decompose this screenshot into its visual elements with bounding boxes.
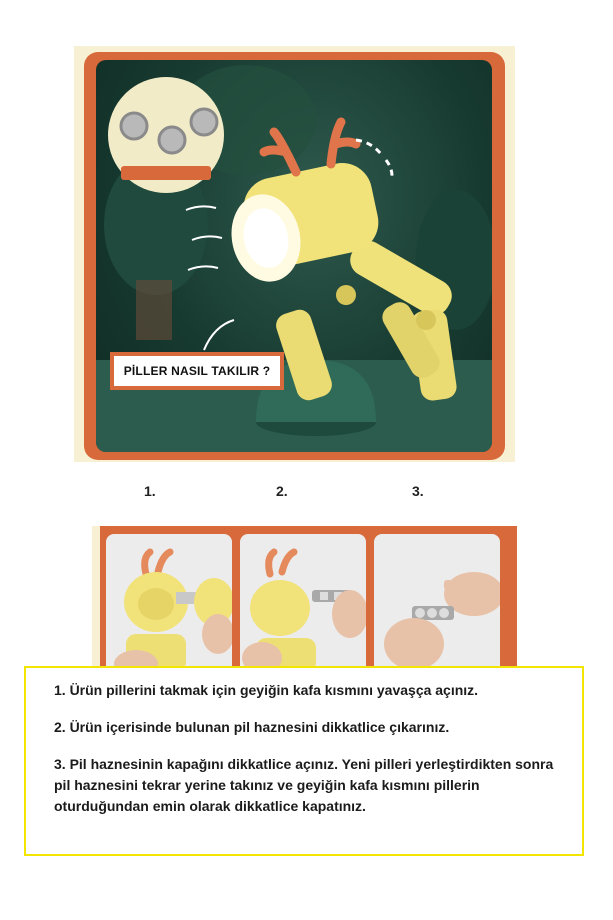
- step-number-2: 2.: [276, 483, 288, 499]
- battery-cover-open-photo-icon: [374, 534, 500, 676]
- step-photo-3: [374, 534, 500, 676]
- hero-scene: [96, 60, 492, 452]
- battery-holder-removal-photo-icon: [240, 534, 366, 676]
- step-photo-2: [240, 534, 366, 676]
- step-number-1: 1.: [144, 483, 156, 499]
- instruction-step-2: 2. Ürün içerisinde bulunan pil haznesini dikkatlice çıkarınız.: [54, 719, 450, 735]
- step-photos-panel: [92, 526, 517, 676]
- lamp-head-open-photo-icon: [106, 534, 232, 676]
- label-text: PİLLER NASIL TAKILIR ?: [114, 356, 280, 386]
- step-number-3: 3.: [412, 483, 424, 499]
- hero-panel: [74, 46, 515, 462]
- deer-lamp-illustration: [96, 60, 492, 452]
- step-photo-1: [106, 534, 232, 676]
- how-to-insert-batteries-label: [110, 352, 284, 390]
- instruction-step-3: 3. Pil haznesinin kapağını dikkatlice açınız. Yeni pilleri yerleştirdikten sonra pil haznesini tekrar yerine takınız ve geyiğin kafa kısmını pillerin oturduğundan emin olarak dikkatlice kapatınız.: [54, 756, 554, 814]
- instruction-step-1: 1. Ürün pillerini takmak için geyiğin kafa kısmını yavaşça açınız.: [54, 682, 479, 698]
- instructions-box: [24, 666, 584, 856]
